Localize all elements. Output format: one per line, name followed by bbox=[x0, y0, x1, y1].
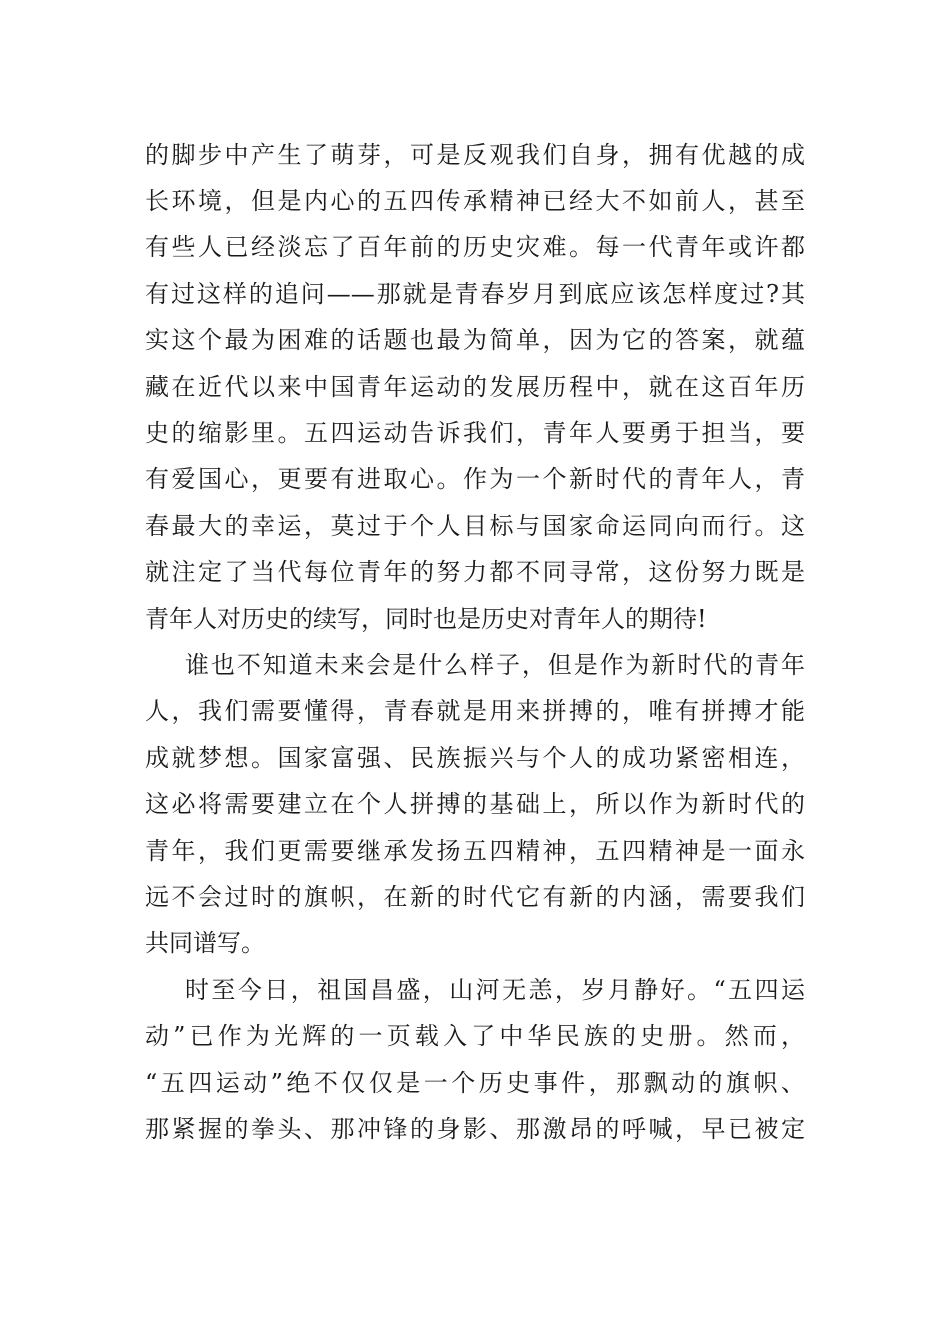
text-line: 那紧握的拳头、那冲锋的身影、那激昂的呼喊，早已被定 bbox=[145, 1115, 805, 1143]
text-line: 有爱国心，更要有进取心。作为一个新时代的青年人，青 bbox=[145, 465, 805, 493]
text-line: 有过这样的追问——那就是青春岁月到底应该怎样度过?其 bbox=[145, 280, 805, 308]
text-line: 实这个最为困难的话题也最为简单，因为它的答案，就蕴 bbox=[145, 326, 805, 354]
text-line: 藏在近代以来中国青年运动的发展历程中，就在这百年历 bbox=[145, 373, 805, 401]
text-line: 时至今日，祖国昌盛，山河无恙，岁月静好。“五四运 bbox=[185, 976, 805, 1004]
text-line: 这必将需要建立在个人拼搏的基础上，所以作为新时代的 bbox=[145, 790, 805, 818]
text-line: 春最大的幸运，莫过于个人目标与国家命运同向而行。这 bbox=[145, 512, 805, 540]
text-line: 谁也不知道未来会是什么样子，但是作为新时代的青年 bbox=[185, 651, 805, 679]
text-line: 就注定了当代每位青年的努力都不同寻常，这份努力既是 bbox=[145, 558, 805, 586]
text-line: 动”已作为光辉的一页载入了中华民族的史册。然而， bbox=[145, 1022, 805, 1050]
text-line: “五四运动”绝不仅仅是一个历史事件，那飘动的旗帜、 bbox=[145, 1069, 805, 1097]
text-line: 长环境，但是内心的五四传承精神已经大不如前人，甚至 bbox=[145, 187, 805, 215]
text-line: 成就梦想。国家富强、民族振兴与个人的成功紧密相连， bbox=[145, 744, 805, 772]
text-line: 人，我们需要懂得，青春就是用来拼搏的，唯有拼搏才能 bbox=[145, 697, 805, 725]
text-line: 有些人已经淡忘了百年前的历史灾难。每一代青年或许都 bbox=[145, 233, 805, 261]
text-line: 的脚步中产生了萌芽，可是反观我们自身，拥有优越的成 bbox=[145, 141, 805, 169]
text-line: 史的缩影里。五四运动告诉我们，青年人要勇于担当，要 bbox=[145, 419, 805, 447]
text-line: 共同谱写。 bbox=[145, 929, 265, 957]
text-line: 远不会过时的旗帜，在新的时代它有新的内涵，需要我们 bbox=[145, 883, 805, 911]
text-line: 青年人对历史的续写，同时也是历史对青年人的期待! bbox=[145, 605, 707, 633]
text-line: 青年，我们更需要继承发扬五四精神，五四精神是一面永 bbox=[145, 837, 805, 865]
